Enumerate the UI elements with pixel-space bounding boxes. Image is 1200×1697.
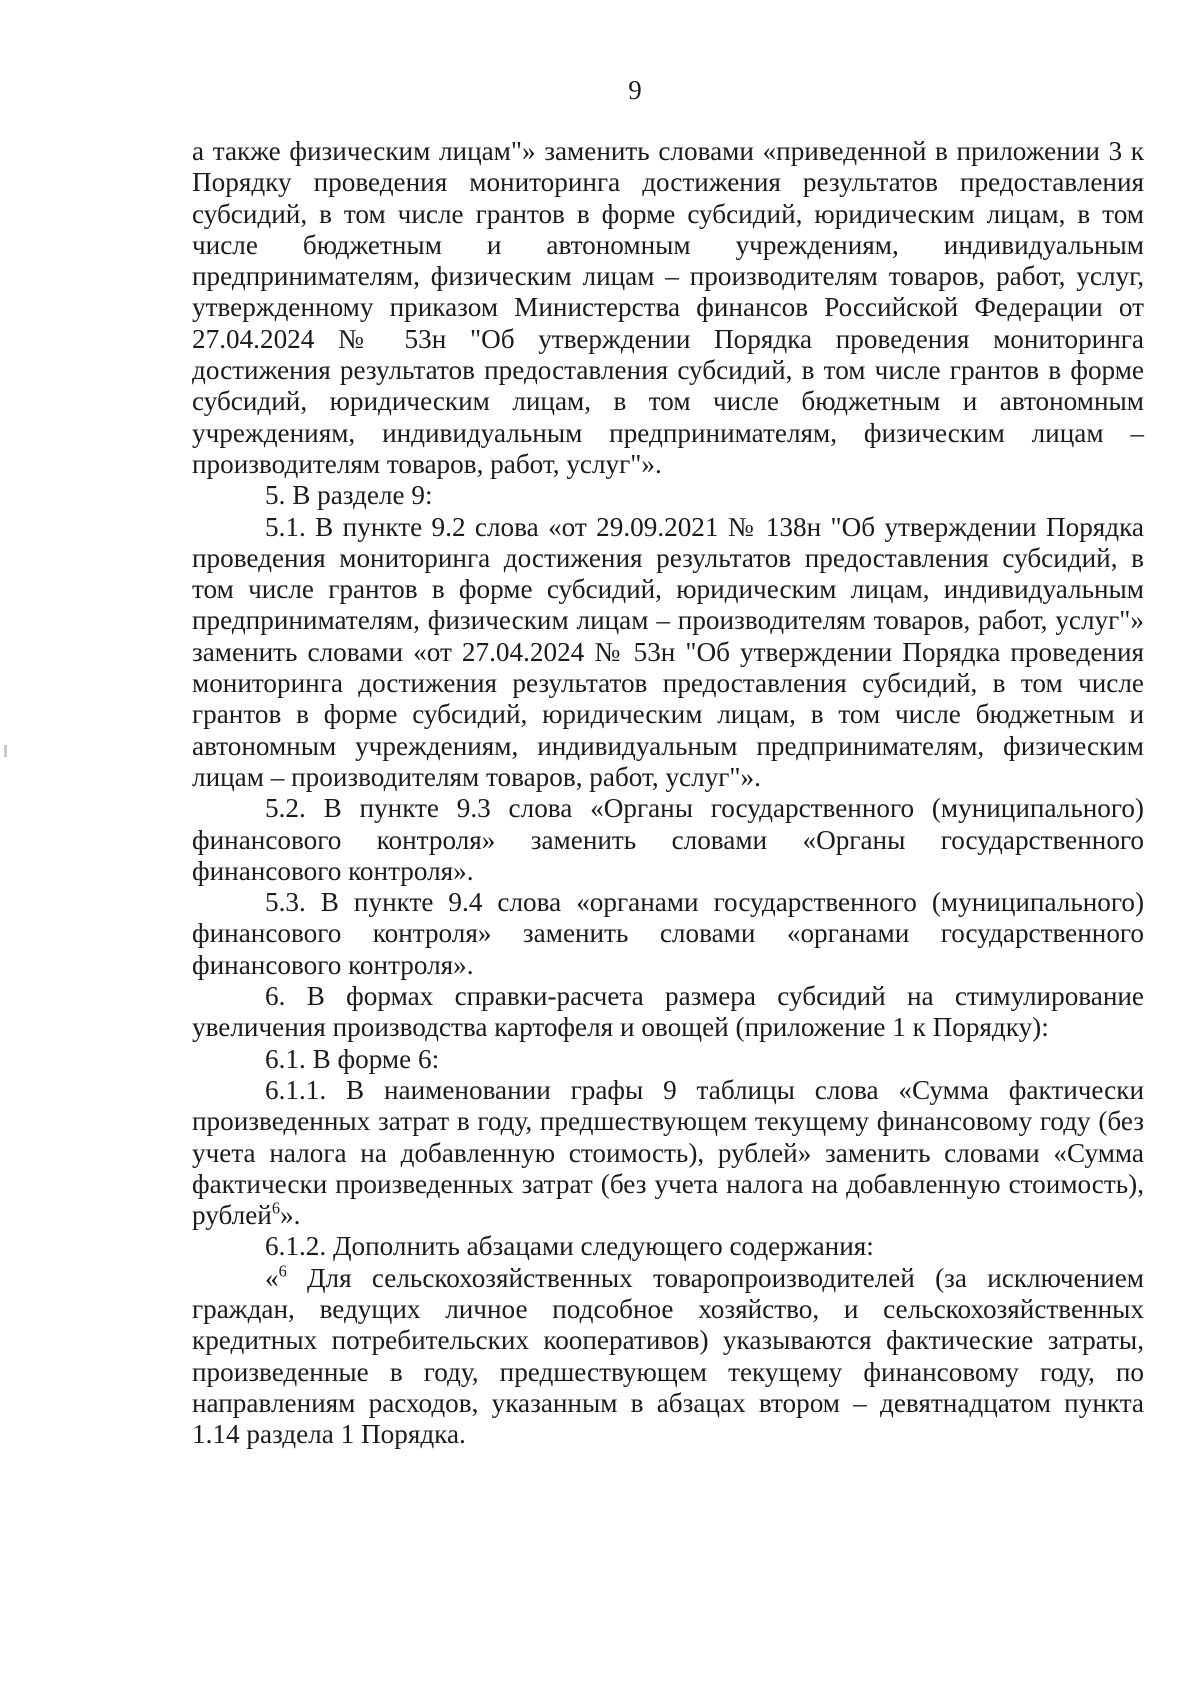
- paragraph-continuation: а также физическим лицам"» заменить словами «приведенной в приложении 3 к Порядку проведения мониторинга достижения результатов предоставления субсидий, в том числе грантов в форме субсидий, юридическим лицам, в том числе бюджетным и автономным учреждениям, индивидуальным предпринимателям, физическим лицам – производителям товаров, работ, услуг, утвержденному приказом Министерства финансов Российской Федерации от 27.04.2024 № 53н "Об утверждении Порядка проведения мониторинга достижения результатов предоставления субсидий, в том числе грантов в форме субсидий, юридическим лицам, в том числе бюджетным и автономным учреждениям, индивидуальным предпринимателям, физическим лицам – производителям товаров, работ, услуг"».: [192, 136, 1144, 479]
- paragraph-5-3: 5.3. В пункте 9.4 слова «органами государственного (муниципального) финансового контроля» заменить словами «органами государственного финансового контроля».: [192, 887, 1144, 980]
- footnote-marker: 6: [278, 1261, 287, 1281]
- paragraph-6-1: 6.1. В форме 6:: [265, 1043, 440, 1074]
- paragraph-6-1-1: 6.1.1. В наименовании графы 9 таблицы слова «Сумма фактически произведенных затрат в году, предшествующем текущему финансовому году (без учета налога на добавленную стоимость), рублей» заменить словами «Сумма фактически произведенных затрат (без учета налога на добавленную стоимость), рублей$^6$».: [192, 1074, 1144, 1231]
- paragraph-6: 6. В формах справки-расчета размера субсидий на стимулирование увеличения производства картофеля и овощей (приложение 1 к Порядку):: [192, 981, 1144, 1043]
- document-body: [192, 136, 1144, 1450]
- scan-mark: [4, 745, 7, 757]
- footnote-marker: 6: [271, 1198, 280, 1218]
- paragraph-section-5: 5. В разделе 9:: [265, 480, 433, 511]
- paragraph-6-1-2: 6.1.2. Дополнить абзацами следующего содержания:: [265, 1231, 874, 1262]
- paragraph-footnote-6: «$^6$ Для сельскохозяйственных товаропроизводителей (за исключением граждан, ведущих личное подсобное хозяйство, и сельскохозяйственных кредитных потребительских кооперативов) указываются фактические затраты, произведенные в году, предшествующем текущему финансовому году, по направлениям расходов, указанным в абзацах втором – девятнадцатом пункта 1.14 раздела 1 Порядка.: [192, 1261, 1144, 1450]
- page-number: 9: [628, 75, 642, 105]
- paragraph-5-1: 5.1. В пункте 9.2 слова «от 29.09.2021 № 138н "Об утверждении Порядка проведения мониторинга достижения результатов предоставления субсидий, в том числе грантов в форме субсидий, юридическим лицам, индивидуальным предпринимателям, физическим лицам – производителям товаров, работ, услуг"» заменить словами «от 27.04.2024 № 53н "Об утверждении Порядка проведения мониторинга достижения результатов предоставления субсидий, в том числе грантов в форме субсидий, юридическим лицам, в том числе бюджетным и автономным учреждениям, индивидуальным предпринимателям, физическим лицам – производителям товаров, работ, услуг"».: [192, 511, 1144, 792]
- paragraph-5-2: 5.2. В пункте 9.3 слова «Органы государственного (муниципального) финансового контроля» заменить словами «Органы государственного финансового контроля».: [192, 793, 1144, 886]
